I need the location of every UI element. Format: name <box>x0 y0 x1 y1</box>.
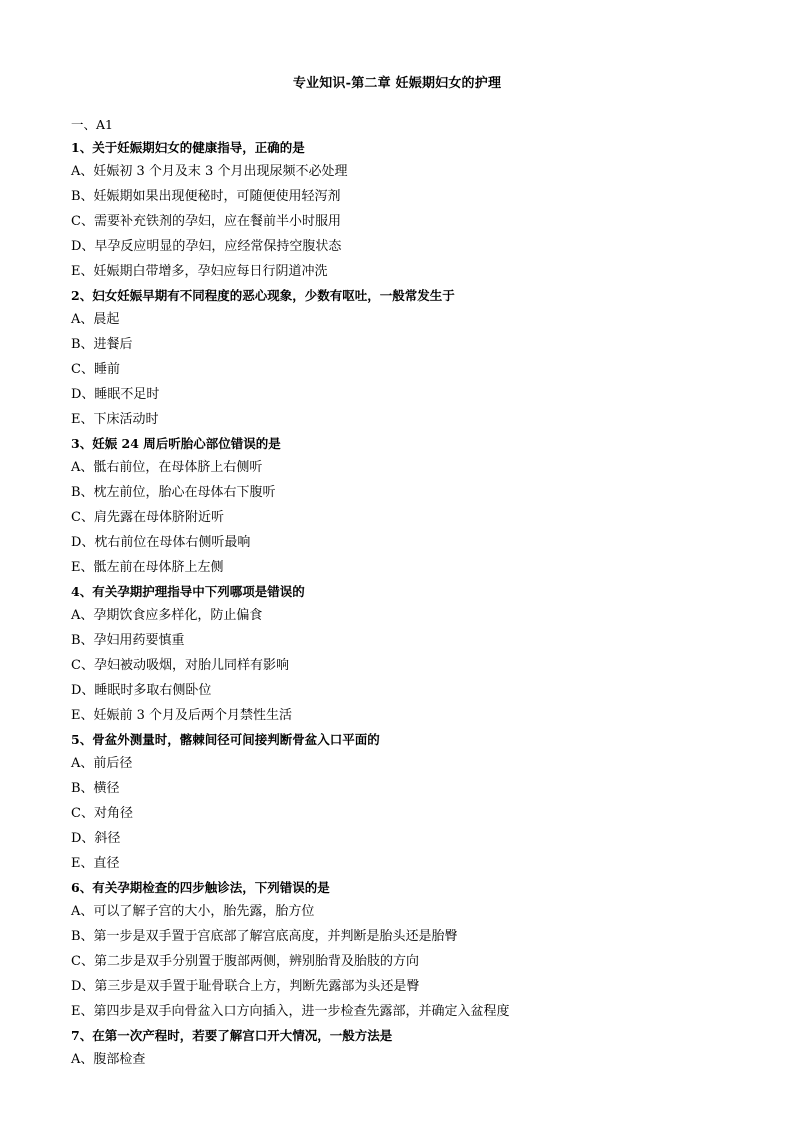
section-heading: 一、A1 <box>71 117 113 132</box>
option-e: E、骶左前在母体脐上左侧 <box>71 560 224 575</box>
question-block-1 <box>71 136 761 284</box>
question-block-7 <box>71 1024 761 1072</box>
option-d: D、枕右前位在母体右侧听最响 <box>71 535 251 550</box>
question-stem: 7、在第一次产程时，若要了解宫口开大情况，一般方法是 <box>71 1028 393 1043</box>
question-block-6 <box>71 876 761 1024</box>
option-a: A、腹部检查 <box>71 1052 146 1067</box>
option-d: D、睡眠时多取右侧卧位 <box>71 683 212 698</box>
option-c: C、第二步是双手分别置于腹部两侧，辨别胎背及胎肢的方向 <box>71 954 419 969</box>
option-a: A、晨起 <box>71 312 120 327</box>
option-d: D、睡眠不足时 <box>71 387 160 402</box>
option-b: B、第一步是双手置于宫底部了解宫底高度，并判断是胎头还是胎臀 <box>71 929 458 944</box>
option-a: A、妊娠初 3 个月及末 3 个月出现尿频不必处理 <box>71 164 348 179</box>
option-c: C、需要补充铁剂的孕妇，应在餐前半小时服用 <box>71 214 341 229</box>
question-stem: 2、妇女妊娠早期有不同程度的恶心现象，少数有呕吐，一般常发生于 <box>71 288 455 303</box>
question-block-2 <box>71 284 761 432</box>
option-e: E、妊娠前 3 个月及后两个月禁性生活 <box>71 708 293 723</box>
option-b: B、枕左前位，胎心在母体右下腹听 <box>71 485 276 500</box>
option-a: A、可以了解子宫的大小，胎先露，胎方位 <box>71 904 315 919</box>
question-block-5 <box>71 728 761 876</box>
document-title: 专业知识-第二章 妊娠期妇女的护理 <box>292 76 502 91</box>
option-d: D、斜径 <box>71 831 121 846</box>
option-e: E、直径 <box>71 856 120 871</box>
option-e: E、下床活动时 <box>71 412 159 427</box>
option-c: C、睡前 <box>71 362 120 377</box>
option-c: C、孕妇被动吸烟，对胎儿同样有影响 <box>71 658 289 673</box>
option-c: C、肩先露在母体脐附近听 <box>71 510 224 525</box>
question-stem: 1、关于妊娠期妇女的健康指导，正确的是 <box>71 140 305 155</box>
option-e: E、第四步是双手向骨盆入口方向插入，进一步检查先露部，并确定入盆程度 <box>71 1004 510 1019</box>
question-stem: 4、有关孕期护理指导中下列哪项是错误的 <box>71 584 305 599</box>
option-d: D、早孕反应明显的孕妇，应经常保持空腹状态 <box>71 239 342 254</box>
option-c: C、对角径 <box>71 806 133 821</box>
question-stem: 5、骨盆外测量时，髂棘间径可间接判断骨盆入口平面的 <box>71 732 380 747</box>
option-a: A、孕期饮食应多样化，防止偏食 <box>71 608 263 623</box>
option-d: D、第三步是双手置于耻骨联合上方，判断先露部为头还是臀 <box>71 979 420 994</box>
option-b: B、进餐后 <box>71 337 133 352</box>
question-block-4 <box>71 580 761 728</box>
option-b: B、横径 <box>71 781 120 796</box>
question-list <box>71 114 761 1072</box>
question-block-3 <box>71 432 761 580</box>
option-b: B、孕妇用药要慎重 <box>71 633 185 648</box>
question-stem: 6、有关孕期检查的四步触诊法，下列错误的是 <box>71 880 330 895</box>
option-a: A、骶右前位，在母体脐上右侧听 <box>71 460 263 475</box>
option-a: A、前后径 <box>71 756 133 771</box>
option-e: E、妊娠期白带增多，孕妇应每日行阴道冲洗 <box>71 264 328 279</box>
question-stem: 3、妊娠 24 周后听胎心部位错误的是 <box>71 436 281 451</box>
option-b: B、妊娠期如果出现便秘时，可随便使用轻泻剂 <box>71 189 341 204</box>
